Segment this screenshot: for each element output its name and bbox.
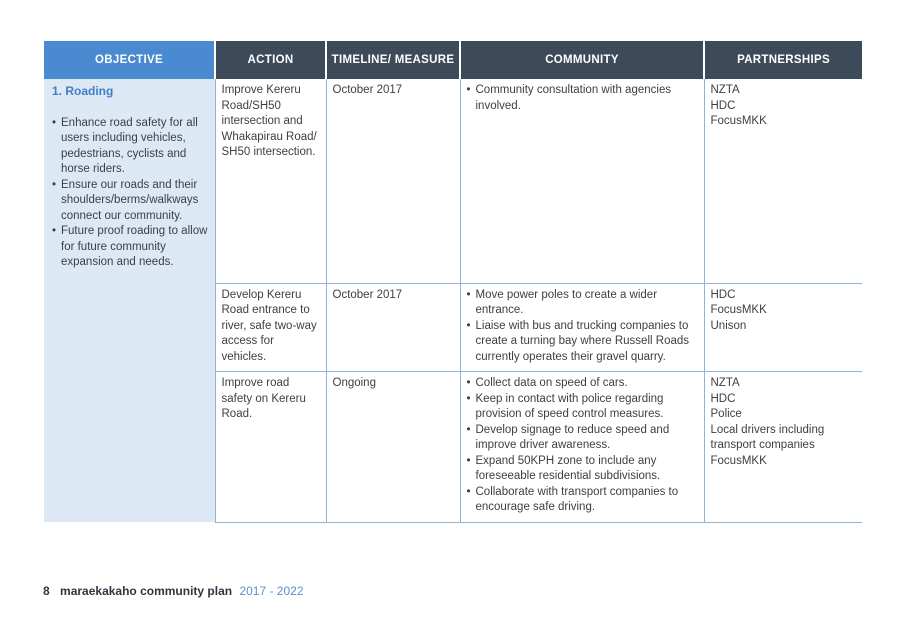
partner-item: Police — [710, 408, 742, 420]
timeline-cell: October 2017 — [326, 283, 460, 372]
timeline-cell: Ongoing — [326, 372, 460, 523]
objective-bullets — [52, 116, 209, 271]
header-timeline: TIMELINE/ MEASURE — [326, 41, 460, 79]
timeline-cell: October 2017 — [326, 79, 460, 283]
objective-bullet: • Future proof roading to allow for future community expansion and needs. — [52, 224, 209, 271]
community-bullet: • Move power poles to create a wider entrance. — [467, 288, 699, 319]
header-row — [44, 41, 862, 79]
roading-plan-table — [44, 41, 862, 523]
page-number: 8 — [43, 584, 50, 598]
partner-item: NZTA — [710, 84, 740, 96]
partner-item: Unison — [710, 319, 747, 332]
partner-item: NZTA — [710, 377, 740, 389]
partner-item: HDC — [710, 99, 736, 112]
partner-item: FocusMKK — [710, 304, 767, 316]
plan-years: 2017 - 2022 — [239, 584, 304, 598]
action-cell: Improve road safety on Kereru Road. — [215, 372, 326, 523]
plan-name: maraekakaho community plan — [60, 584, 233, 598]
header-partnerships: PARTNERSHIPS — [704, 41, 862, 79]
objective-bullet: • Enhance road safety for all users including vehicles, pedestrians, cyclists and horse riders. — [52, 116, 209, 178]
partnerships-cell — [704, 79, 862, 283]
objective-cell — [44, 79, 215, 522]
objective-title: 1. Roading — [52, 84, 114, 98]
community-bullet: • Expand 50KPH zone to include any foreseeable residential subdivisions. — [467, 454, 699, 485]
community-cell — [460, 283, 704, 372]
header-action: ACTION — [215, 41, 326, 79]
partner-item: Local drivers including transport companies — [710, 423, 825, 451]
partner-item: HDC — [710, 392, 736, 405]
community-bullet: • Liaise with bus and trucking companies to create a turning bay where Russell Roads currently operates their gravel quarry. — [467, 319, 699, 366]
action-cell: Develop Kereru Road entrance to river, safe two-way access for vehicles. — [215, 283, 326, 372]
header-community: COMMUNITY — [460, 41, 704, 79]
action-cell: Improve Kereru Road/SH50 intersection and Whakapirau Road/ SH50 intersection. — [215, 79, 326, 283]
community-bullet: • Collect data on speed of cars. — [467, 376, 699, 392]
objective-bullet: • Ensure our roads and their shoulders/berms/walkways connect our community. — [52, 178, 209, 225]
community-bullet: • Keep in contact with police regarding provision of speed control measures. — [467, 392, 699, 423]
partnerships-cell — [704, 283, 862, 372]
community-cell — [460, 79, 704, 283]
partner-item: FocusMKK — [710, 454, 767, 467]
header-objective: OBJECTIVE — [44, 41, 215, 79]
community-bullet: • Collaborate with transport companies to encourage safe driving. — [467, 485, 699, 516]
community-bullet: • Develop signage to reduce speed and improve driver awareness. — [467, 423, 699, 454]
community-cell — [460, 372, 704, 523]
page-footer — [43, 584, 304, 598]
table-row — [44, 79, 862, 283]
community-bullet: • Community consultation with agencies involved. — [467, 83, 699, 114]
partner-item: HDC — [710, 288, 736, 301]
partnerships-cell — [704, 372, 862, 523]
partner-item: FocusMKK — [710, 115, 767, 127]
